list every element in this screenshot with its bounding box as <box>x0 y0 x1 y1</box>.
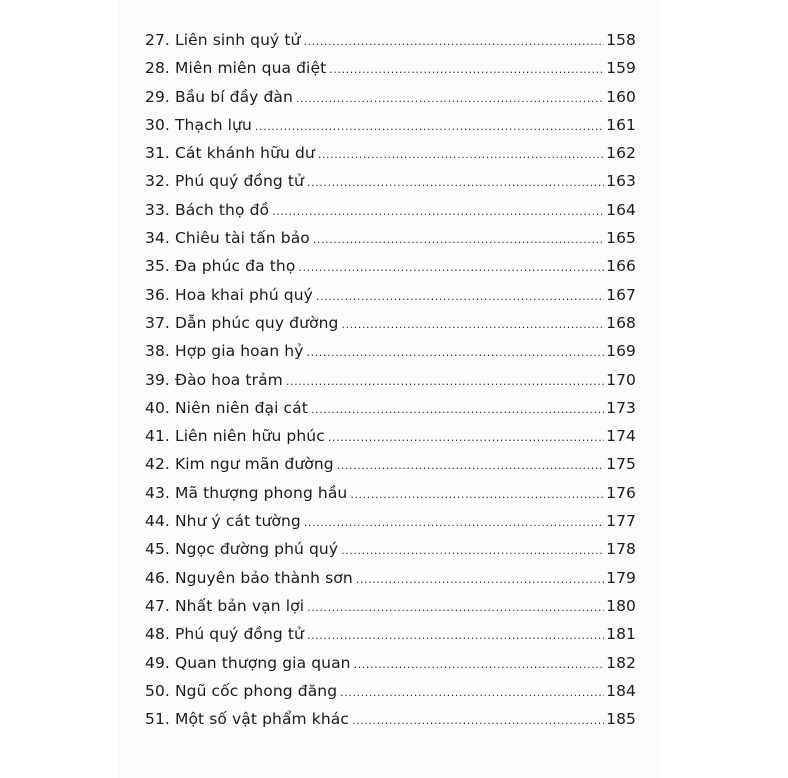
toc-entry-title: 30. Thạch lựu <box>145 115 252 134</box>
table-of-contents <box>145 26 636 733</box>
dot-leader <box>307 339 605 367</box>
dot-leader <box>340 679 604 707</box>
toc-entry-page-number: 161 <box>606 115 636 134</box>
dot-leader <box>304 509 604 537</box>
toc-entry-title: 33. Bách thọ đồ <box>145 200 270 219</box>
toc-entry <box>145 139 636 167</box>
toc-entry <box>145 309 636 337</box>
dot-leader <box>352 707 604 735</box>
toc-entry-page-number: 160 <box>606 87 636 106</box>
toc-entry-title: 27. Liên sinh quý tử <box>145 31 301 49</box>
toc-entry <box>145 196 636 224</box>
toc-entry-title: 37. Dẫn phúc quy đường <box>145 313 339 332</box>
toc-entry-page-number: 175 <box>606 455 636 474</box>
toc-entry-title: 34. Chiêu tài tấn bảo <box>145 229 310 248</box>
dot-leader <box>350 481 604 509</box>
toc-entry-title: 48. Phú quý đồng tử <box>145 625 304 644</box>
toc-entry <box>145 450 636 478</box>
dot-leader <box>303 28 604 56</box>
dot-leader <box>272 198 604 226</box>
dot-leader <box>328 424 604 452</box>
toc-entry-title: 38. Hợp gia hoan hỷ <box>145 342 304 361</box>
toc-entry-title: 44. Như ý cát tường <box>145 512 301 531</box>
toc-entry <box>145 649 636 677</box>
toc-entry-page-number: 158 <box>606 31 636 49</box>
dot-leader <box>337 452 604 480</box>
toc-entry <box>145 422 636 450</box>
toc-entry-title: 41. Liên niên hữu phúc <box>145 427 325 446</box>
toc-entry-page-number: 170 <box>606 370 636 389</box>
toc-entry <box>145 337 636 365</box>
toc-entry-title: 50. Ngũ cốc phong đăng <box>145 681 338 700</box>
toc-entry <box>145 366 636 394</box>
toc-entry-title: 49. Quan thượng gia quan <box>145 653 351 672</box>
toc-entry-page-number: 167 <box>606 285 636 304</box>
dot-leader <box>316 283 604 311</box>
toc-entry-page-number: 181 <box>606 625 636 644</box>
toc-entry-title: 47. Nhất bản vạn lợi <box>145 596 305 615</box>
toc-entry-title: 51. Một số vật phẩm khác <box>145 710 350 729</box>
dot-leader <box>307 594 604 622</box>
toc-entry <box>145 252 636 280</box>
toc-entry <box>145 111 636 139</box>
toc-entry-page-number: 174 <box>606 427 636 446</box>
toc-entry <box>145 281 636 309</box>
dot-leader <box>296 85 604 113</box>
toc-entry-page-number: 168 <box>606 313 636 332</box>
dot-leader <box>298 254 604 282</box>
toc-entry-page-number: 177 <box>606 512 636 531</box>
dot-leader <box>286 368 604 396</box>
toc-entry <box>145 26 636 54</box>
toc-entry-page-number: 169 <box>606 342 636 361</box>
toc-entry-page-number: 173 <box>606 398 636 417</box>
dot-leader <box>354 651 605 679</box>
dot-leader <box>329 56 604 84</box>
toc-entry <box>145 507 636 535</box>
toc-entry-title: 35. Đa phúc đa thọ <box>145 257 296 276</box>
toc-entry-page-number: 184 <box>606 681 636 700</box>
toc-entry-page-number: 179 <box>606 568 636 587</box>
toc-entry <box>145 479 636 507</box>
dot-leader <box>356 566 604 594</box>
toc-entry-page-number: 162 <box>606 144 636 163</box>
toc-entry <box>145 705 636 733</box>
toc-entry-title: 46. Nguyên bảo thành sơn <box>145 568 353 587</box>
toc-entry-page-number: 178 <box>606 540 636 559</box>
toc-entry-page-number: 180 <box>606 596 636 615</box>
toc-entry-title: 28. Miên miên qua điệt <box>145 59 327 78</box>
toc-entry-page-number: 164 <box>606 200 636 219</box>
toc-entry-title: 40. Niên niên đại cát <box>145 398 308 417</box>
toc-entry <box>145 535 636 563</box>
toc-entry-title: 32. Phú quý đồng tử <box>145 172 304 191</box>
toc-entry-page-number: 176 <box>606 483 636 502</box>
toc-entry <box>145 394 636 422</box>
toc-entry-page-number: 165 <box>606 229 636 248</box>
dot-leader <box>341 311 604 339</box>
toc-entry <box>145 224 636 252</box>
toc-entry-title: 43. Mã thượng phong hầu <box>145 483 348 502</box>
toc-entry-title: 42. Kim ngư mãn đường <box>145 455 334 474</box>
toc-entry <box>145 592 636 620</box>
toc-entry-page-number: 185 <box>606 710 636 729</box>
toc-entry-page-number: 166 <box>606 257 636 276</box>
toc-entry-title: 39. Đào hoa trảm <box>145 370 283 389</box>
dot-leader <box>311 396 604 424</box>
dot-leader <box>307 169 604 197</box>
toc-entry-page-number: 159 <box>606 59 636 78</box>
dot-leader <box>313 226 604 254</box>
toc-entry-title: 45. Ngọc đường phú quý <box>145 540 339 559</box>
dot-leader <box>318 141 604 169</box>
toc-entry <box>145 564 636 592</box>
toc-entry <box>145 677 636 705</box>
toc-entry-title: 29. Bầu bí đầy đàn <box>145 87 293 106</box>
toc-entry-title: 36. Hoa khai phú quý <box>145 285 313 304</box>
toc-entry <box>145 620 636 648</box>
toc-entry <box>145 54 636 82</box>
toc-entry <box>145 83 636 111</box>
toc-entry <box>145 167 636 195</box>
toc-entry-page-number: 163 <box>606 172 636 191</box>
toc-entry-page-number: 182 <box>606 653 636 672</box>
toc-entry-title: 31. Cát khánh hữu dư <box>145 144 315 163</box>
dot-leader <box>307 622 604 650</box>
dot-leader <box>255 113 604 141</box>
dot-leader <box>341 537 604 565</box>
